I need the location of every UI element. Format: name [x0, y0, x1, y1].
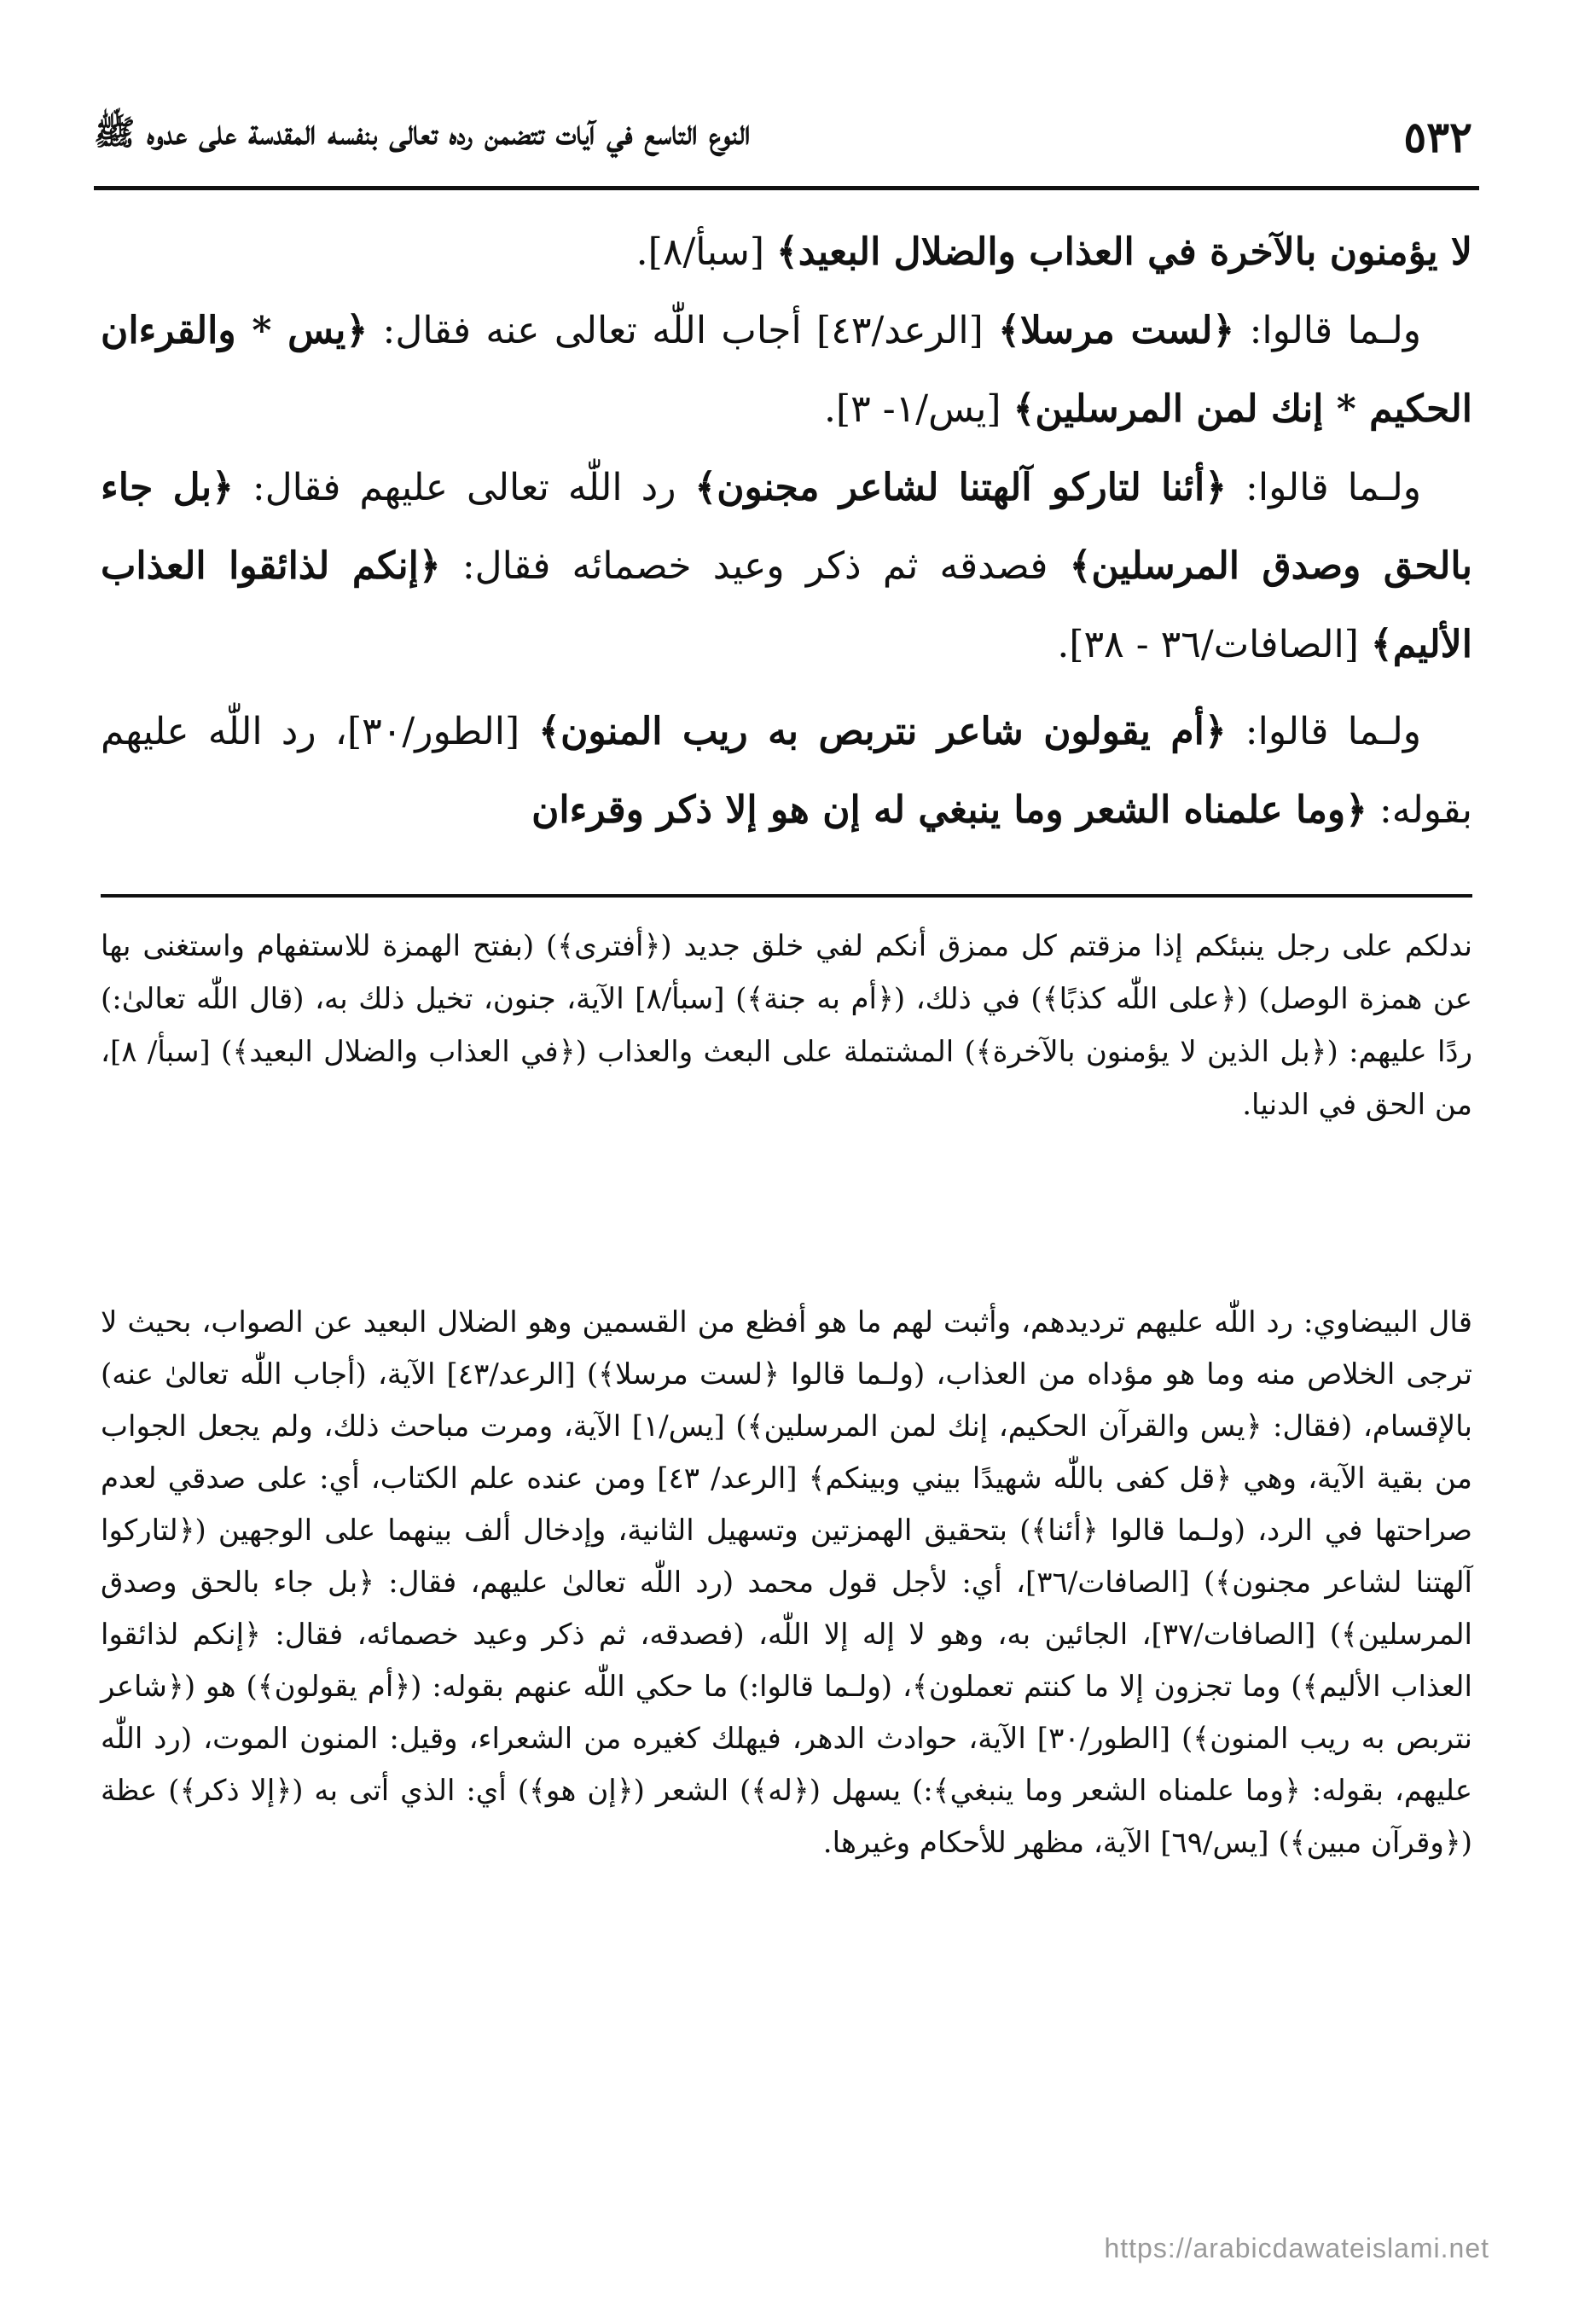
- verse-reference: [يس/١- ٣].: [823, 387, 1013, 431]
- footnote-divider: [101, 894, 1472, 898]
- verse-reference: [الصافات/٣٦ - ٣٨].: [1057, 623, 1371, 666]
- quran-quote: ﴿إنكم لذائقوا العذاب الأليم﴾: [101, 544, 1472, 666]
- quran-quote: ﴿لست مرسلا﴾: [998, 309, 1235, 352]
- commentary-text: قال البيضاوي: رد اللّٰه عليهم ترديدهم، وأثبت لهم ما هو أفظع من القسمين وهو الضلال البعيد عن الصواب، بحيث لا ترجى الخلاص منه وما هو مؤداه من العذاب، (ولـما قالوا ﴿لست مرسلا﴾) [الرعد/٤٣] الآية، (أجاب اللّٰه تعالىٰ عنه) بالإقسام، (فقال: ﴿يس والقرآن الحكيم، إنك لمن المرسلين﴾) [يس/١] الآية، ومرت مباحث ذلك، ولم يجعل الجواب من بقية الآية، وهي ﴿قل كفى باللّٰه شهيدًا بيني وبينكم﴾ [الرعد/ ٤٣] ومن عنده علم الكتاب، أي: على صدقي لعدم صراحتها في الرد، (ولـما قالوا ﴿أئنا﴾) بتحقيق الهمزتين وتسهيل الثانية، وإدخال ألف بينهما على الوجهين (﴿لتاركوا آلهتنا لشاعر مجنون﴾) [الصافات/٣٦]، أي: لأجل قول محمد (رد اللّٰه تعالىٰ عليهم، فقال: ﴿بل جاء بالحق وصدق المرسلين﴾) [الصافات/٣٧]، الجائين به، وهو لا إله إلا اللّٰه، (فصدقه، ثم ذكر وعيد خصمائه، فقال: ﴿إنكم لذائقوا العذاب الأليم﴾) وما تجزون إلا ما كنتم تعملون﴾، (ولـما قالوا:) ما حكي اللّٰه عنهم بقوله: (﴿أم يقولون﴾) هو (﴿شاعر نتربص به ريب المنون﴾) [الطور/٣٠] الآية، حوادث الدهر، فيهلك كغيره من الشعراء، وقيل: المنون الموت، (رد اللّٰه عليهم، بقوله: ﴿وما علمناه الشعر وما ينبغي﴾:) يسهل (﴿له﴾) الشعر (﴿إن هو﴾) أي: الذي أتى به (﴿إلا ذكر﴾) عظة (﴿وقرآن مبين﴾) [يس/٦٩] الآية، مظهر للأحكام وغيرها.: [101, 1305, 1473, 1860]
- commentary-block: [101, 1297, 1472, 1869]
- main-text: [101, 213, 1472, 850]
- main-paragraph-3: [101, 449, 1472, 684]
- footnote-text: ندلكم على رجل ينبئكم إذا مزقتم كل ممزق أنكم لفي خلق جديد (﴿أفترى﴾) (بفتح الهمزة للاستفهام واستغنى بها عن همزة الوصل) (﴿على اللّٰه كذبًا﴾) في ذلك، (﴿أم به جنة﴾) [سبأ/٨] الآية، جنون، تخيل ذلك به، (قال اللّٰه تعالىٰ:) ردًا عليهم: (﴿بل الذين لا يؤمنون بالآخرة﴾) المشتملة على البعث والعذاب (﴿في العذاب والضلال البعيد﴾) [سبأ/ ٨]، من الحق في الدنيا.: [101, 929, 1473, 1122]
- main-text-run: ولـما قالوا:: [1227, 466, 1421, 509]
- watermark: https://arabicdawateislami.net: [1104, 2233, 1489, 2263]
- page-number: ٥٣٢: [1403, 111, 1472, 162]
- main-text-run: [الرعد/٤٣] أجاب اللّٰه تعالى عنه فقال:: [368, 309, 999, 352]
- running-header-title: النوع التاسع في آيات تتضمن رده تعالى بنفسه المقدسة على عدوه ﷺ: [94, 113, 751, 153]
- main-text-run: ولـما قالوا:: [1234, 309, 1421, 352]
- main-text-run: [الطور/٣٠]، رد اللّٰه عليهم بقوله:: [101, 710, 1472, 832]
- main-paragraph-2: [101, 292, 1472, 449]
- quran-quote: لا يؤمنون بالآخرة في العذاب والضلال البعيد﴾: [776, 230, 1472, 274]
- main-paragraph-1: [101, 213, 1472, 292]
- quran-quote: ﴿بل جاء بالحق وصدق المرسلين﴾: [101, 466, 1473, 588]
- main-paragraph-4: [101, 693, 1472, 850]
- quran-quote: ﴿يس * والقرءان الحكيم * إنك لمن المرسلين﴾: [101, 309, 1472, 431]
- main-text-run: رد اللّٰه تعالى عليهم فقال:: [233, 466, 695, 509]
- quran-quote: ﴿أم يقولون شاعر نتربص به ريب المنون﴾: [538, 710, 1227, 753]
- footnote-block: [101, 920, 1472, 1131]
- quran-quote: ﴿أئنا لتاركو آلهتنا لشاعر مجنون﴾: [694, 466, 1228, 509]
- running-header: [94, 101, 1472, 172]
- quran-quote: ﴿وما علمناه الشعر وما ينبغي له إن هو إلا ذكر وقرءان: [531, 788, 1367, 832]
- main-text-run: ولـما قالوا:: [1226, 710, 1421, 753]
- header-divider: [94, 186, 1479, 190]
- verse-reference: [سبأ/٨].: [636, 230, 776, 274]
- main-text-run: فصدقه ثم ذكر وعيد خصمائه فقال:: [440, 544, 1070, 588]
